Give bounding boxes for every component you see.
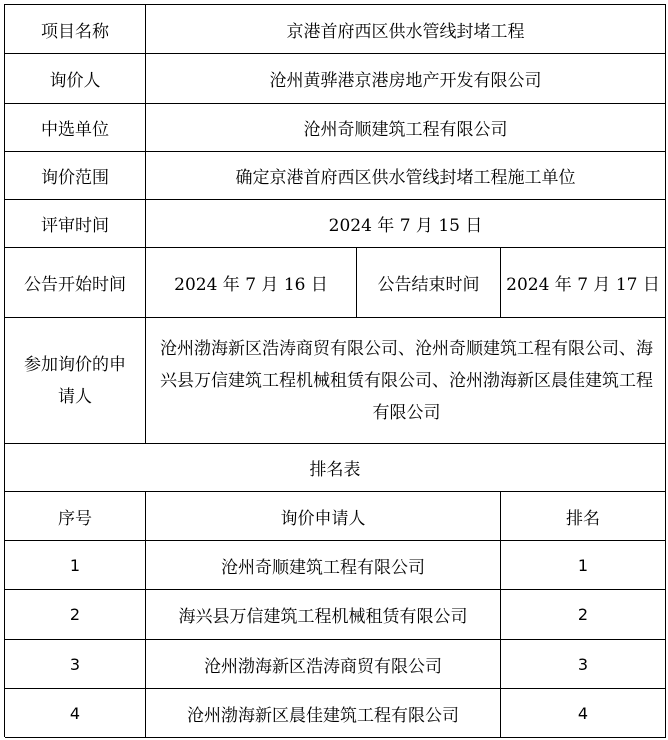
applicants-label-line1: 参加询价的申 [24, 354, 126, 375]
notice-end-value: 2024 年 7 月 17 日 [501, 248, 666, 318]
selected-unit-label: 中选单位 [5, 104, 146, 152]
row-applicant: 沧州渤海新区晨佳建筑工程有限公司 [146, 689, 501, 738]
table-row [5, 640, 666, 689]
row-rank: 1 [501, 541, 666, 590]
row-seq: 2 [5, 590, 146, 640]
inquiry-scope-label: 询价范围 [5, 152, 146, 200]
row-applicant: 沧州渤海新区浩涛商贸有限公司 [146, 640, 501, 689]
inquirer-label: 询价人 [5, 54, 146, 104]
row-ranking-title [5, 444, 666, 492]
row-inquiry-scope [5, 152, 666, 200]
applicants-value: 沧州渤海新区浩涛商贸有限公司、沧州奇顺建筑工程有限公司、海兴县万信建筑工程机械租赁有限公司、沧州渤海新区晨佳建筑工程有限公司 [160, 338, 653, 423]
applicants-value-cell [146, 318, 666, 444]
table-row [5, 590, 666, 640]
table-row [5, 541, 666, 590]
row-project-name [5, 5, 666, 54]
header-seq: 序号 [5, 492, 146, 541]
ranking-title: 排名表 [5, 444, 666, 492]
row-review-time [5, 200, 666, 248]
row-applicant: 海兴县万信建筑工程机械租赁有限公司 [146, 590, 501, 640]
inquirer-value: 沧州黄骅港京港房地产开发有限公司 [146, 54, 666, 104]
row-notice-period [5, 248, 666, 318]
applicants-label-line2: 请人 [58, 386, 92, 407]
row-rank: 3 [501, 640, 666, 689]
row-selected-unit [5, 104, 666, 152]
row-applicant: 沧州奇顺建筑工程有限公司 [146, 541, 501, 590]
applicants-label [5, 318, 146, 444]
row-seq: 3 [5, 640, 146, 689]
row-seq: 1 [5, 541, 146, 590]
header-rank: 排名 [501, 492, 666, 541]
header-applicant: 询价申请人 [146, 492, 501, 541]
bid-result-table [4, 4, 666, 737]
inquiry-scope-value: 确定京港首府西区供水管线封堵工程施工单位 [146, 152, 666, 200]
project-name-value: 京港首府西区供水管线封堵工程 [146, 5, 666, 54]
row-inquirer [5, 54, 666, 104]
row-seq: 4 [5, 689, 146, 738]
ranking-header-row [5, 492, 666, 541]
review-time-label: 评审时间 [5, 200, 146, 248]
row-rank: 2 [501, 590, 666, 640]
notice-start-value: 2024 年 7 月 16 日 [146, 248, 357, 318]
notice-start-label: 公告开始时间 [5, 248, 146, 318]
notice-end-label: 公告结束时间 [357, 248, 501, 318]
row-applicants [5, 318, 666, 444]
project-name-label: 项目名称 [5, 5, 146, 54]
table-row [5, 689, 666, 738]
review-time-value: 2024 年 7 月 15 日 [146, 200, 666, 248]
selected-unit-value: 沧州奇顺建筑工程有限公司 [146, 104, 666, 152]
row-rank: 4 [501, 689, 666, 738]
